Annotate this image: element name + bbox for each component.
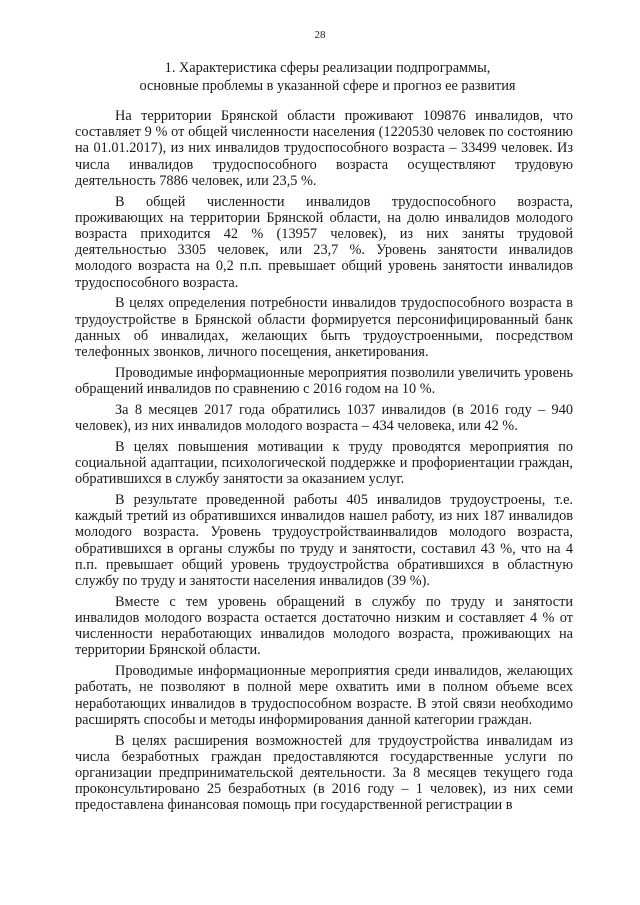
paragraph: На территории Брянской области проживают 109876 инвалидов, что составляет 9 % от общей численности населения (1220530 человек по состоянию на 01.01.2017), из них инвалидов трудоспособного возраста – 33499 человек. Из числа инвалидов трудоспособного возраста осуществляют трудовую деятельность 7886 человек, или 23,5 %.: [75, 108, 573, 189]
section-heading-line-1: 1. Характеристика сферы реализации подпрограммы,: [164, 60, 491, 76]
section-heading: [80, 59, 575, 95]
paragraph: В результате проведенной работы 405 инвалидов трудоустроены, т.е. каждый третий из обратившихся инвалидов нашел работу, из них 187 инвалидов молодого возраста. Уровень трудоустройстваинвалидов молодого возраста, обратившихся в органы службы по труду и занятости, составил 43 %, что на 4 п.п. превышает общий уровень трудоустройства обратившихся в областную службу по труду и занятости населения инвалидов (39 %).: [75, 492, 573, 590]
paragraph: За 8 месяцев 2017 года обратились 1037 инвалидов (в 2016 году – 940 человек), из них инвалидов молодого возраста – 434 человека, или 42 %.: [75, 401, 573, 435]
paragraph: В общей численности инвалидов трудоспособного возраста, проживающих на территории Брянской области, на долю инвалидов молодого возраста приходится 42 % (13957 человек), из них заняты трудовой деятельностью 3305 человек, или 23,7 %. Уровень занятости инвалидов молодого возраста на 0,2 п.п. превышает общий уровень занятости инвалидов трудоспособного возраста.: [75, 193, 573, 291]
page-number: 28: [314, 29, 326, 41]
paragraph: Проводимые информационные мероприятия позволили увеличить уровень обращений инвалидов по сравнению с 2016 годом на 10 %.: [75, 364, 573, 398]
paragraph: В целях повышения мотивации к труду проводятся мероприятия по социальной адаптации, психологической поддержке и профориентации граждан, обратившихся в службу занятости за оказанием услуг.: [75, 438, 573, 488]
paragraph: В целях определения потребности инвалидов трудоспособного возраста в трудоустройстве в Брянской области формируется персонифицированный банк данных об инвалидах, желающих быть трудоустроенными, посредством телефонных звонков, личного посещения, анкетирования.: [75, 295, 573, 361]
paragraph: Проводимые информационные мероприятия среди инвалидов, желающих работать, не позволяют в полной мере охватить ими в полном объеме всех неработающих инвалидов в трудоспособном возрасте. В этой связи необходимо расширять способы и методы информирования данной категории граждан.: [75, 663, 573, 728]
body-text: [75, 108, 573, 818]
paragraph: В целях расширения возможностей для трудоустройства инвалидам из числа безработных граждан предоставляются государственные услуги по организации предпринимательской деятельности. За 8 месяцев текущего года проконсультировано 25 безработных (в 2016 году – 1 человек), из них семи предоставлена финансовая помощь при государственной регистрации в: [75, 732, 573, 814]
section-heading-line-2: основные проблемы в указанной сфере и прогноз ее развития: [139, 78, 516, 94]
paragraph: Вместе с тем уровень обращений в службу по труду и занятости инвалидов молодого возраста остается достаточно низким и составляет 4 % от численности неработающих инвалидов молодого возраста, проживающих на территории Брянской области.: [75, 593, 573, 659]
